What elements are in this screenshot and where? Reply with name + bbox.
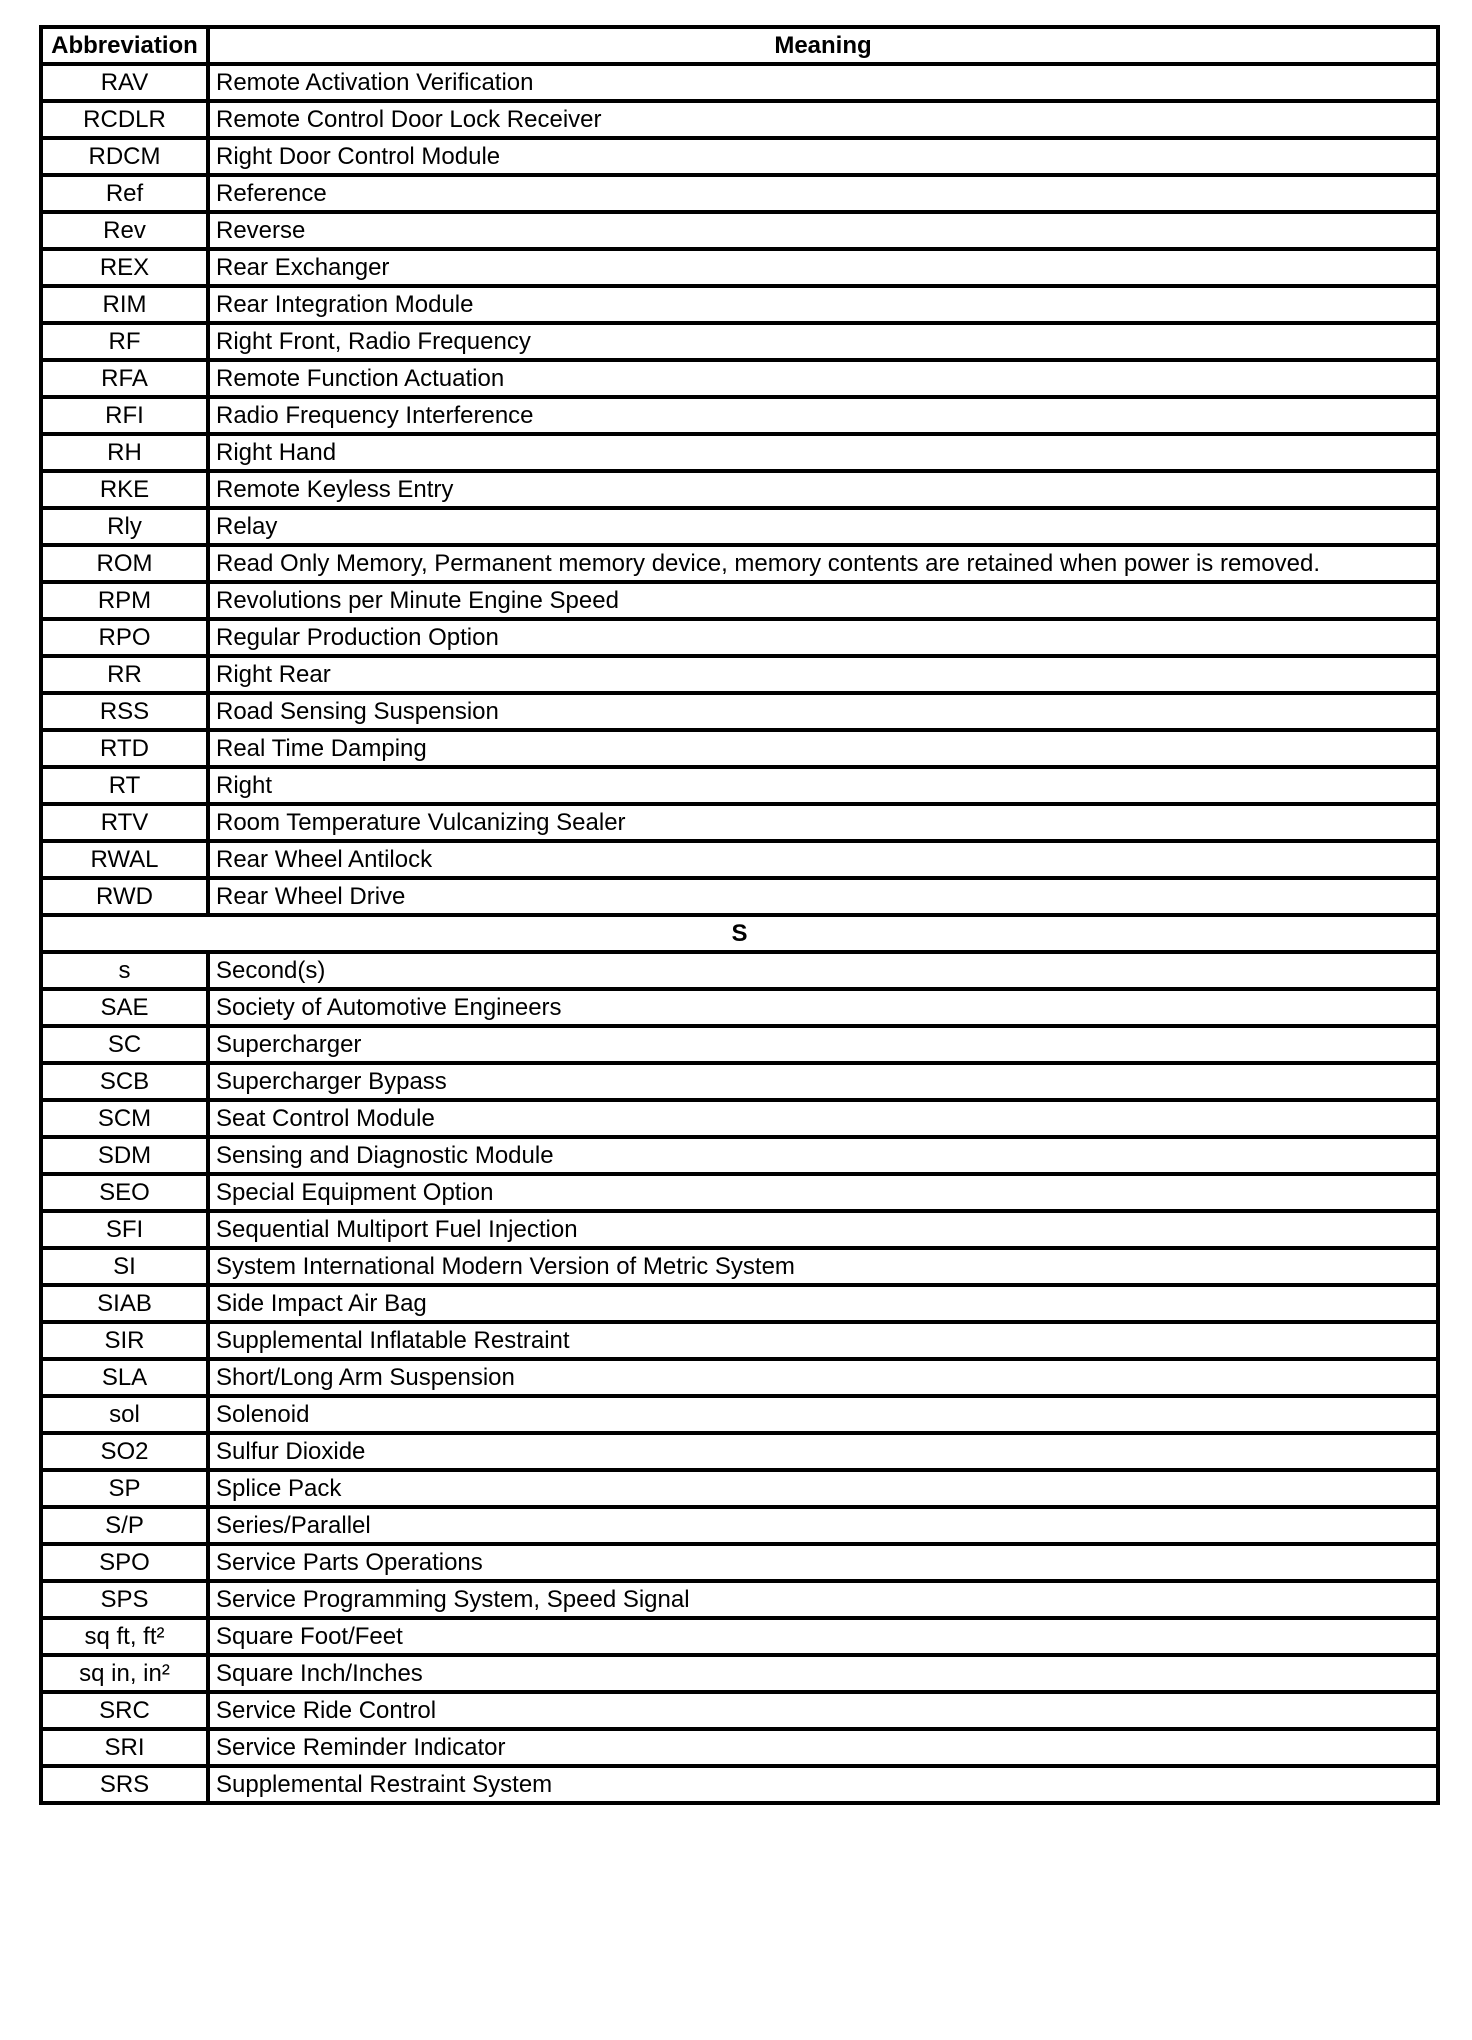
meaning-cell: Side Impact Air Bag — [208, 1285, 1438, 1322]
meaning-cell: Splice Pack — [208, 1470, 1438, 1507]
section-heading: S — [41, 915, 1438, 952]
abbreviation-cell: RTV — [41, 804, 208, 841]
abbreviation-cell: SFI — [41, 1211, 208, 1248]
table-row — [41, 1433, 1438, 1470]
table-row — [41, 1285, 1438, 1322]
abbreviation-cell: RIM — [41, 286, 208, 323]
meaning-cell: Supercharger — [208, 1026, 1438, 1063]
meaning-cell: Supercharger Bypass — [208, 1063, 1438, 1100]
table-row — [41, 619, 1438, 656]
table-row — [41, 1470, 1438, 1507]
section-row — [41, 915, 1438, 952]
abbreviation-cell: RDCM — [41, 138, 208, 175]
table-row — [41, 471, 1438, 508]
meaning-cell: Reverse — [208, 212, 1438, 249]
table-row — [41, 397, 1438, 434]
table-row — [41, 1211, 1438, 1248]
table-row — [41, 545, 1438, 582]
table-row — [41, 508, 1438, 545]
abbreviation-cell: RPO — [41, 619, 208, 656]
abbreviation-cell: Rev — [41, 212, 208, 249]
table-row — [41, 1026, 1438, 1063]
meaning-cell: Real Time Damping — [208, 730, 1438, 767]
abbreviation-cell: SP — [41, 1470, 208, 1507]
abbreviation-cell: RH — [41, 434, 208, 471]
meaning-cell: Seat Control Module — [208, 1100, 1438, 1137]
table-row — [41, 1729, 1438, 1766]
table-row — [41, 1507, 1438, 1544]
meaning-cell: Rear Wheel Drive — [208, 878, 1438, 915]
meaning-cell: Special Equipment Option — [208, 1174, 1438, 1211]
table-row — [41, 804, 1438, 841]
table-header-row — [41, 27, 1438, 64]
abbreviation-cell: SAE — [41, 989, 208, 1026]
abbreviation-cell: RKE — [41, 471, 208, 508]
meaning-cell: Right Front, Radio Frequency — [208, 323, 1438, 360]
table-row — [41, 1137, 1438, 1174]
table-row — [41, 1359, 1438, 1396]
table-row — [41, 286, 1438, 323]
table-row — [41, 1174, 1438, 1211]
meaning-cell: Service Reminder Indicator — [208, 1729, 1438, 1766]
meaning-cell: Road Sensing Suspension — [208, 693, 1438, 730]
table-row — [41, 1544, 1438, 1581]
table-row — [41, 64, 1438, 101]
abbreviation-cell: RT — [41, 767, 208, 804]
table-row — [41, 989, 1438, 1026]
table-row — [41, 175, 1438, 212]
abbreviation-cell: RWD — [41, 878, 208, 915]
abbreviation-cell: SDM — [41, 1137, 208, 1174]
table-row — [41, 249, 1438, 286]
table-row — [41, 212, 1438, 249]
abbreviation-cell: S/P — [41, 1507, 208, 1544]
meaning-cell: Remote Function Actuation — [208, 360, 1438, 397]
abbreviation-cell: ROM — [41, 545, 208, 582]
meaning-cell: Sequential Multiport Fuel Injection — [208, 1211, 1438, 1248]
table-row — [41, 1063, 1438, 1100]
meaning-cell: Relay — [208, 508, 1438, 545]
table-row — [41, 656, 1438, 693]
table-row — [41, 1766, 1438, 1803]
abbreviation-cell: SCM — [41, 1100, 208, 1137]
abbreviation-cell: SIAB — [41, 1285, 208, 1322]
meaning-cell: Sulfur Dioxide — [208, 1433, 1438, 1470]
table-row — [41, 767, 1438, 804]
abbreviation-cell: SRC — [41, 1692, 208, 1729]
abbreviation-cell: RFI — [41, 397, 208, 434]
meaning-cell: Service Programming System, Speed Signal — [208, 1581, 1438, 1618]
meaning-cell: Rear Integration Module — [208, 286, 1438, 323]
table-row — [41, 101, 1438, 138]
meaning-cell: Series/Parallel — [208, 1507, 1438, 1544]
meaning-cell: Square Inch/Inches — [208, 1655, 1438, 1692]
abbreviation-cell: SI — [41, 1248, 208, 1285]
meaning-cell: Society of Automotive Engineers — [208, 989, 1438, 1026]
meaning-cell: Revolutions per Minute Engine Speed — [208, 582, 1438, 619]
meaning-cell: Regular Production Option — [208, 619, 1438, 656]
abbreviation-cell: SIR — [41, 1322, 208, 1359]
meaning-cell: Service Ride Control — [208, 1692, 1438, 1729]
meaning-cell: Service Parts Operations — [208, 1544, 1438, 1581]
table-row — [41, 1655, 1438, 1692]
table-row — [41, 434, 1438, 471]
abbreviation-cell: RWAL — [41, 841, 208, 878]
abbreviation-cell: REX — [41, 249, 208, 286]
meaning-cell: Short/Long Arm Suspension — [208, 1359, 1438, 1396]
meaning-cell: Right Rear — [208, 656, 1438, 693]
abbreviation-cell: RPM — [41, 582, 208, 619]
abbreviation-cell: Rly — [41, 508, 208, 545]
table-row — [41, 1618, 1438, 1655]
table-row — [41, 952, 1438, 989]
meaning-cell: Right Hand — [208, 434, 1438, 471]
abbreviation-cell: SO2 — [41, 1433, 208, 1470]
meaning-cell: Reference — [208, 175, 1438, 212]
abbreviation-cell: s — [41, 952, 208, 989]
abbreviation-cell: RSS — [41, 693, 208, 730]
meaning-cell: Remote Control Door Lock Receiver — [208, 101, 1438, 138]
meaning-cell: Remote Keyless Entry — [208, 471, 1438, 508]
meaning-cell: Sensing and Diagnostic Module — [208, 1137, 1438, 1174]
abbreviation-cell: RCDLR — [41, 101, 208, 138]
meaning-cell: Square Foot/Feet — [208, 1618, 1438, 1655]
table-row — [41, 878, 1438, 915]
abbreviation-cell: sq ft, ft² — [41, 1618, 208, 1655]
abbreviation-cell: RAV — [41, 64, 208, 101]
abbreviation-cell: SRS — [41, 1766, 208, 1803]
meaning-cell: Read Only Memory, Permanent memory device, memory contents are retained when power is removed. — [208, 545, 1438, 582]
abbreviation-cell: SC — [41, 1026, 208, 1063]
table-row — [41, 1100, 1438, 1137]
meaning-cell: Room Temperature Vulcanizing Sealer — [208, 804, 1438, 841]
meaning-cell: Remote Activation Verification — [208, 64, 1438, 101]
abbreviation-cell: sq in, in² — [41, 1655, 208, 1692]
column-header-meaning: Meaning — [208, 27, 1438, 64]
abbreviation-cell: SPS — [41, 1581, 208, 1618]
table-body — [41, 64, 1438, 1803]
table-row — [41, 1692, 1438, 1729]
table-row — [41, 138, 1438, 175]
abbreviation-cell: SRI — [41, 1729, 208, 1766]
abbreviation-cell: Ref — [41, 175, 208, 212]
abbreviation-cell: RR — [41, 656, 208, 693]
table-row — [41, 582, 1438, 619]
table-row — [41, 323, 1438, 360]
abbreviation-cell: SPO — [41, 1544, 208, 1581]
table-row — [41, 1581, 1438, 1618]
meaning-cell: Right — [208, 767, 1438, 804]
abbreviation-cell: RTD — [41, 730, 208, 767]
meaning-cell: Solenoid — [208, 1396, 1438, 1433]
meaning-cell: Right Door Control Module — [208, 138, 1438, 175]
meaning-cell: Second(s) — [208, 952, 1438, 989]
table-row — [41, 1396, 1438, 1433]
meaning-cell: Radio Frequency Interference — [208, 397, 1438, 434]
abbreviation-cell: SCB — [41, 1063, 208, 1100]
meaning-cell: Rear Wheel Antilock — [208, 841, 1438, 878]
meaning-cell: Supplemental Inflatable Restraint — [208, 1322, 1438, 1359]
table-row — [41, 1248, 1438, 1285]
abbreviation-cell: RF — [41, 323, 208, 360]
table-row — [41, 730, 1438, 767]
meaning-cell: System International Modern Version of Metric System — [208, 1248, 1438, 1285]
abbreviation-cell: sol — [41, 1396, 208, 1433]
abbreviation-table — [39, 25, 1440, 1805]
abbreviation-cell: RFA — [41, 360, 208, 397]
table-row — [41, 1322, 1438, 1359]
table-row — [41, 360, 1438, 397]
column-header-abbreviation: Abbreviation — [41, 27, 208, 64]
abbreviation-cell: SEO — [41, 1174, 208, 1211]
table-row — [41, 841, 1438, 878]
meaning-cell: Supplemental Restraint System — [208, 1766, 1438, 1803]
abbreviation-cell: SLA — [41, 1359, 208, 1396]
table-row — [41, 693, 1438, 730]
meaning-cell: Rear Exchanger — [208, 249, 1438, 286]
